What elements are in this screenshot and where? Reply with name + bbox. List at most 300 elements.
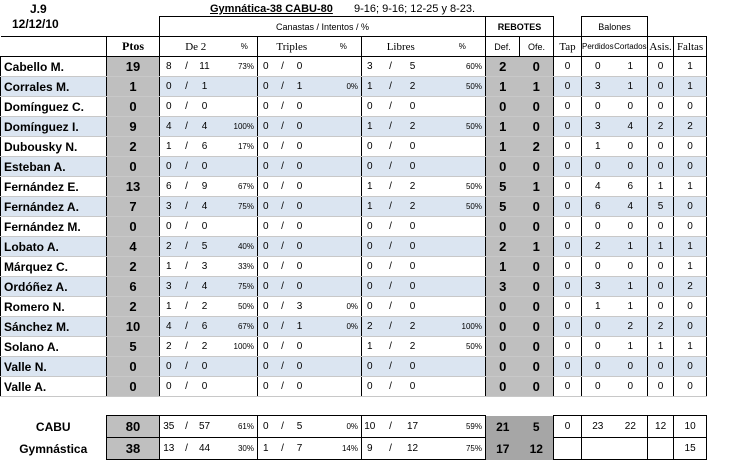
- triples-spacer: [308, 416, 326, 438]
- de2-pct: [232, 357, 258, 377]
- assists: 1: [648, 237, 674, 257]
- col-faltas: Faltas: [674, 37, 707, 57]
- assists: 2: [648, 317, 674, 337]
- team-points: 38: [107, 438, 160, 460]
- triples-spacer: [308, 137, 326, 157]
- triples-slash: /: [274, 297, 292, 317]
- de2-made: 35: [160, 416, 178, 438]
- blocks: 0: [554, 117, 582, 137]
- libres-attempts: 0: [404, 257, 422, 277]
- canastas-group-label: Canastas / Intentos / %: [160, 17, 486, 37]
- triples-pct: 0%: [326, 317, 362, 337]
- de2-slash: /: [178, 77, 196, 97]
- triples-made: 0: [258, 297, 274, 317]
- de2-attempts: 4: [196, 197, 214, 217]
- de2-spacer: [214, 438, 232, 460]
- col-libres-pct: %: [440, 37, 486, 57]
- col-asis: Asis.: [648, 37, 674, 57]
- triples-slash: /: [274, 177, 292, 197]
- libres-pct: [440, 157, 486, 177]
- libres-pct: [440, 257, 486, 277]
- triples-slash: /: [274, 157, 292, 177]
- libres-attempts: 0: [404, 357, 422, 377]
- libres-attempts: 5: [404, 57, 422, 77]
- blocks: 0: [554, 337, 582, 357]
- rebounds-def: 0: [486, 217, 520, 237]
- blocks: 0: [554, 297, 582, 317]
- de2-spacer: [214, 77, 232, 97]
- assists: 5: [648, 197, 674, 217]
- libres-spacer: [422, 197, 440, 217]
- steals: 1: [614, 237, 648, 257]
- libres-spacer: [422, 438, 440, 460]
- player-points: 2: [107, 137, 160, 157]
- libres-made: 0: [362, 297, 378, 317]
- fouls: 0: [674, 197, 707, 217]
- de2-made: 13: [160, 438, 178, 460]
- libres-spacer: [422, 297, 440, 317]
- steals: 0: [614, 97, 648, 117]
- triples-pct: [326, 137, 362, 157]
- de2-pct: 67%: [232, 317, 258, 337]
- libres-made: 0: [362, 237, 378, 257]
- player-name: Esteban A.: [1, 157, 107, 177]
- assists: 0: [648, 297, 674, 317]
- libres-pct: [440, 217, 486, 237]
- assists: 0: [648, 77, 674, 97]
- rebounds-off: 0: [520, 57, 554, 77]
- triples-made: 0: [258, 277, 274, 297]
- libres-attempts: 17: [404, 416, 422, 438]
- player-points: 6: [107, 277, 160, 297]
- assists: 2: [648, 117, 674, 137]
- libres-slash: /: [378, 157, 404, 177]
- de2-spacer: [214, 217, 232, 237]
- de2-spacer: [214, 297, 232, 317]
- triples-pct: [326, 177, 362, 197]
- de2-attempts: 6: [196, 317, 214, 337]
- turnovers: 0: [582, 217, 614, 237]
- assists: 0: [648, 97, 674, 117]
- de2-spacer: [214, 317, 232, 337]
- rebounds-def: 0: [486, 97, 520, 117]
- triples-attempts: 0: [292, 217, 308, 237]
- player-row: [1, 257, 707, 277]
- triples-slash: /: [274, 237, 292, 257]
- fouls: 15: [674, 438, 707, 460]
- libres-attempts: 2: [404, 197, 422, 217]
- steals: 1: [614, 57, 648, 77]
- libres-pct: 50%: [440, 177, 486, 197]
- triples-attempts: 0: [292, 337, 308, 357]
- de2-slash: /: [178, 416, 196, 438]
- triples-attempts: 0: [292, 177, 308, 197]
- libres-slash: /: [378, 377, 404, 397]
- triples-spacer: [308, 337, 326, 357]
- de2-slash: /: [178, 337, 196, 357]
- libres-pct: 60%: [440, 57, 486, 77]
- libres-slash: /: [378, 257, 404, 277]
- de2-slash: /: [178, 157, 196, 177]
- libres-pct: [440, 97, 486, 117]
- blocks: 0: [554, 257, 582, 277]
- player-points: 10: [107, 317, 160, 337]
- libres-spacer: [422, 357, 440, 377]
- de2-pct: 100%: [232, 337, 258, 357]
- player-row: [1, 137, 707, 157]
- de2-spacer: [214, 257, 232, 277]
- rebounds-off: 0: [520, 317, 554, 337]
- rebounds-def: 5: [486, 197, 520, 217]
- triples-attempts: 0: [292, 117, 308, 137]
- de2-made: 6: [160, 177, 178, 197]
- steals: 6: [614, 177, 648, 197]
- de2-attempts: 0: [196, 97, 214, 117]
- turnovers: 2: [582, 237, 614, 257]
- de2-attempts: 0: [196, 377, 214, 397]
- de2-attempts: 57: [196, 416, 214, 438]
- rebounds-off: 0: [520, 117, 554, 137]
- player-points: 0: [107, 377, 160, 397]
- libres-attempts: 0: [404, 237, 422, 257]
- libres-slash: /: [378, 57, 404, 77]
- triples-made: 0: [258, 97, 274, 117]
- col-libres: Libres: [386, 40, 415, 53]
- de2-pct: 67%: [232, 177, 258, 197]
- blocks: 0: [554, 57, 582, 77]
- libres-made: 0: [362, 377, 378, 397]
- fouls: 10: [674, 416, 707, 438]
- steals: [614, 438, 648, 460]
- player-name: Márquez C.: [1, 257, 107, 277]
- de2-made: 0: [160, 357, 178, 377]
- de2-pct: [232, 217, 258, 237]
- triples-pct: [326, 97, 362, 117]
- fouls: 0: [674, 217, 707, 237]
- assists: 1: [648, 177, 674, 197]
- libres-made: 3: [362, 57, 378, 77]
- libres-spacer: [422, 177, 440, 197]
- blocks: 0: [554, 277, 582, 297]
- turnovers: 1: [582, 297, 614, 317]
- libres-made: 0: [362, 137, 378, 157]
- fouls: 0: [674, 317, 707, 337]
- triples-attempts: 1: [292, 77, 308, 97]
- triples-slash: /: [274, 77, 292, 97]
- de2-made: 1: [160, 137, 178, 157]
- de2-pct: [232, 97, 258, 117]
- de2-pct: 50%: [232, 297, 258, 317]
- rebounds-off: 5: [520, 416, 554, 438]
- rebounds-def: 0: [486, 337, 520, 357]
- triples-made: 0: [258, 177, 274, 197]
- triples-made: 0: [258, 237, 274, 257]
- triples-pct: [326, 117, 362, 137]
- triples-spacer: [308, 197, 326, 217]
- triples-made: 0: [258, 57, 274, 77]
- triples-spacer: [308, 177, 326, 197]
- triples-slash: /: [274, 416, 292, 438]
- triples-pct: [326, 377, 362, 397]
- libres-slash: /: [378, 237, 404, 257]
- de2-made: 0: [160, 97, 178, 117]
- rebounds-off: 0: [520, 217, 554, 237]
- triples-slash: /: [274, 377, 292, 397]
- de2-pct: 30%: [232, 438, 258, 460]
- player-row: [1, 117, 707, 137]
- de2-spacer: [214, 137, 232, 157]
- de2-made: 2: [160, 237, 178, 257]
- triples-pct: [326, 337, 362, 357]
- de2-spacer: [214, 157, 232, 177]
- team-points: 80: [107, 416, 160, 438]
- triples-slash: /: [274, 257, 292, 277]
- turnovers: 0: [582, 97, 614, 117]
- col-de2-pct: %: [232, 37, 258, 57]
- de2-spacer: [214, 97, 232, 117]
- player-row: [1, 177, 707, 197]
- blocks: 0: [554, 137, 582, 157]
- fouls: 0: [674, 357, 707, 377]
- de2-made: 2: [160, 337, 178, 357]
- triples-slash: /: [274, 317, 292, 337]
- de2-made: 3: [160, 277, 178, 297]
- libres-slash: /: [378, 317, 404, 337]
- rebounds-off: 0: [520, 197, 554, 217]
- de2-slash: /: [178, 117, 196, 137]
- steals: 4: [614, 197, 648, 217]
- triples-slash: /: [274, 357, 292, 377]
- triples-spacer: [308, 97, 326, 117]
- player-name: Corrales M.: [1, 77, 107, 97]
- triples-attempts: 0: [292, 197, 308, 217]
- libres-slash: /: [378, 217, 404, 237]
- turnovers: 3: [582, 117, 614, 137]
- de2-spacer: [214, 416, 232, 438]
- player-points: 1: [107, 77, 160, 97]
- blocks: 0: [554, 217, 582, 237]
- rebounds-off: 0: [520, 357, 554, 377]
- col-cortados: Cortados: [614, 37, 648, 57]
- player-points: 7: [107, 197, 160, 217]
- player-name: Solano A.: [1, 337, 107, 357]
- player-name: Fernández M.: [1, 217, 107, 237]
- rebounds-off: 0: [520, 257, 554, 277]
- match-title: Gymnática-38 CABU-80: [210, 3, 333, 15]
- libres-spacer: [422, 257, 440, 277]
- triples-attempts: 0: [292, 377, 308, 397]
- blocks: 0: [554, 377, 582, 397]
- triples-made: 0: [258, 257, 274, 277]
- de2-made: 0: [160, 77, 178, 97]
- jornada-label: J.9: [30, 2, 47, 16]
- libres-pct: 50%: [440, 77, 486, 97]
- libres-spacer: [422, 416, 440, 438]
- totals-row: [1, 438, 707, 460]
- steals: 0: [614, 217, 648, 237]
- rebounds-def: 1: [486, 137, 520, 157]
- libres-slash: /: [378, 337, 404, 357]
- assists: 0: [648, 57, 674, 77]
- player-name: Valle A.: [1, 377, 107, 397]
- de2-pct: 17%: [232, 137, 258, 157]
- triples-slash: /: [274, 117, 292, 137]
- rebounds-def: 5: [486, 177, 520, 197]
- turnovers: 6: [582, 197, 614, 217]
- turnovers: 0: [582, 57, 614, 77]
- steals: 1: [614, 77, 648, 97]
- triples-made: 0: [258, 157, 274, 177]
- triples-pct: 0%: [326, 416, 362, 438]
- libres-made: 10: [362, 416, 378, 438]
- triples-spacer: [308, 57, 326, 77]
- spacer-row: [1, 397, 707, 416]
- rebounds-def: 0: [486, 357, 520, 377]
- de2-made: 1: [160, 297, 178, 317]
- player-name: Domínguez I.: [1, 117, 107, 137]
- de2-made: 4: [160, 317, 178, 337]
- blocks: 0: [554, 357, 582, 377]
- libres-made: 1: [362, 337, 378, 357]
- libres-attempts: 0: [404, 217, 422, 237]
- triples-pct: [326, 237, 362, 257]
- libres-attempts: 2: [404, 117, 422, 137]
- triples-made: 0: [258, 137, 274, 157]
- rebounds-off: 0: [520, 157, 554, 177]
- libres-spacer: [422, 117, 440, 137]
- libres-pct: [440, 377, 486, 397]
- player-row: [1, 57, 707, 77]
- box-score-table: [0, 16, 707, 460]
- de2-attempts: 44: [196, 438, 214, 460]
- blocks: 0: [554, 416, 582, 438]
- rebounds-off: 0: [520, 337, 554, 357]
- fouls: 1: [674, 237, 707, 257]
- player-points: 9: [107, 117, 160, 137]
- totals-row: [1, 416, 707, 438]
- steals: 0: [614, 377, 648, 397]
- de2-spacer: [214, 277, 232, 297]
- triples-spacer: [308, 157, 326, 177]
- fouls: 0: [674, 297, 707, 317]
- triples-spacer: [308, 277, 326, 297]
- turnovers: 0: [582, 257, 614, 277]
- triples-spacer: [308, 377, 326, 397]
- col-triples: Triples: [276, 40, 308, 53]
- assists: 1: [648, 337, 674, 357]
- triples-attempts: 1: [292, 317, 308, 337]
- de2-pct: 100%: [232, 117, 258, 137]
- triples-spacer: [308, 237, 326, 257]
- triples-made: 0: [258, 217, 274, 237]
- player-name: Domínguez C.: [1, 97, 107, 117]
- fouls: 1: [674, 77, 707, 97]
- libres-made: 1: [362, 77, 378, 97]
- triples-made: 0: [258, 377, 274, 397]
- rebounds-def: 3: [486, 277, 520, 297]
- libres-pct: [440, 237, 486, 257]
- libres-pct: 50%: [440, 197, 486, 217]
- player-row: [1, 297, 707, 317]
- steals: 0: [614, 137, 648, 157]
- libres-pct: 75%: [440, 438, 486, 460]
- libres-spacer: [422, 377, 440, 397]
- assists: 0: [648, 157, 674, 177]
- fouls: 1: [674, 57, 707, 77]
- libres-attempts: 2: [404, 77, 422, 97]
- rebounds-off: 0: [520, 297, 554, 317]
- rebounds-def: 2: [486, 57, 520, 77]
- steals: 1: [614, 337, 648, 357]
- turnovers: 1: [582, 137, 614, 157]
- triples-spacer: [308, 217, 326, 237]
- libres-pct: [440, 297, 486, 317]
- de2-attempts: 5: [196, 237, 214, 257]
- libres-attempts: 2: [404, 177, 422, 197]
- player-name: Cabello M.: [1, 57, 107, 77]
- de2-spacer: [214, 237, 232, 257]
- player-row: [1, 97, 707, 117]
- de2-attempts: 2: [196, 337, 214, 357]
- de2-slash: /: [178, 177, 196, 197]
- de2-made: 8: [160, 57, 178, 77]
- blocks: 0: [554, 317, 582, 337]
- fouls: 2: [674, 117, 707, 137]
- player-row: [1, 277, 707, 297]
- libres-spacer: [422, 97, 440, 117]
- triples-made: 0: [258, 317, 274, 337]
- libres-made: 1: [362, 117, 378, 137]
- rebounds-def: 0: [486, 377, 520, 397]
- de2-slash: /: [178, 137, 196, 157]
- col-ptos: Ptos: [107, 37, 160, 57]
- de2-attempts: 4: [196, 277, 214, 297]
- libres-made: 0: [362, 257, 378, 277]
- turnovers: 23: [582, 416, 614, 438]
- libres-slash: /: [378, 137, 404, 157]
- triples-pct: [326, 357, 362, 377]
- rebounds-off: 0: [520, 277, 554, 297]
- libres-slash: /: [378, 297, 404, 317]
- triples-pct: [326, 197, 362, 217]
- fouls: 0: [674, 377, 707, 397]
- blocks: 0: [554, 97, 582, 117]
- rebotes-group-label: REBOTES: [486, 17, 554, 37]
- libres-slash: /: [378, 357, 404, 377]
- team-name: Gymnástica: [19, 441, 88, 456]
- blocks: 0: [554, 177, 582, 197]
- rebounds-def: 1: [486, 77, 520, 97]
- de2-pct: [232, 157, 258, 177]
- player-points: 0: [107, 357, 160, 377]
- rebounds-def: 1: [486, 117, 520, 137]
- triples-made: 0: [258, 357, 274, 377]
- de2-pct: 33%: [232, 257, 258, 277]
- de2-pct: [232, 77, 258, 97]
- libres-attempts: 0: [404, 137, 422, 157]
- libres-made: 0: [362, 157, 378, 177]
- libres-pct: [440, 277, 486, 297]
- triples-slash: /: [274, 217, 292, 237]
- de2-slash: /: [178, 197, 196, 217]
- libres-made: 0: [362, 97, 378, 117]
- player-row: [1, 317, 707, 337]
- libres-made: 0: [362, 217, 378, 237]
- triples-attempts: 3: [292, 297, 308, 317]
- steals: 0: [614, 257, 648, 277]
- steals: 1: [614, 297, 648, 317]
- blocks: 0: [554, 237, 582, 257]
